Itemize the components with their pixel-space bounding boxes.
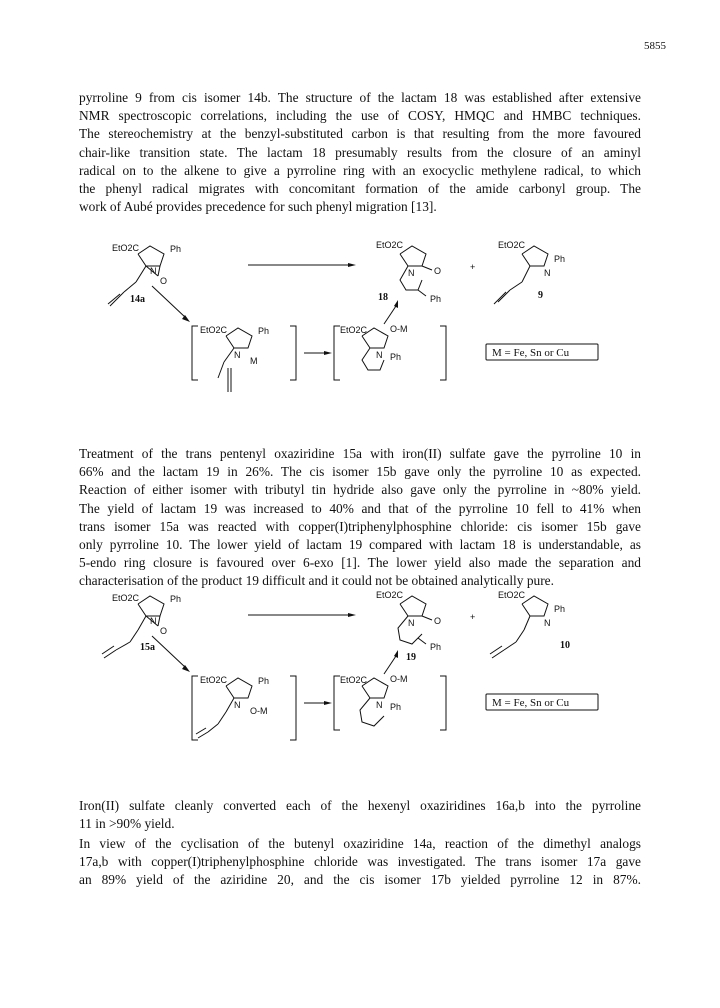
compound-label-start: 14a xyxy=(130,294,145,305)
compound-label-lactam: 19 xyxy=(406,652,416,663)
phenyl-label: Ph xyxy=(430,294,442,304)
ester-label: EtO2C xyxy=(200,675,228,685)
scheme-2-drawing xyxy=(100,582,620,752)
ester-label: EtO2C xyxy=(340,325,368,335)
phenyl-label: Ph xyxy=(258,676,270,686)
plus-sign: + xyxy=(470,262,476,272)
oxygen-label: O xyxy=(160,626,168,636)
text-line: NMR spectroscopic correlations, including the use of COSY, HMQC and HMBC techniques. xyxy=(79,108,641,124)
phenyl-label: Ph xyxy=(258,326,270,336)
scheme-1-drawing xyxy=(100,232,620,402)
text-line: Reaction of either isomer with tributyl tin hydride also gave only the pyrroline in ~80% yield. xyxy=(79,482,641,498)
compound-label-lactam: 18 xyxy=(378,292,388,303)
text-line: 11 in >90% yield. xyxy=(79,816,175,832)
phenyl-label: Ph xyxy=(554,604,566,614)
text-line: 5-endo ring closure is favoured over 6-exo [1]. The lower yield also made the separation and xyxy=(79,555,641,571)
ester-label: EtO2C xyxy=(340,675,368,685)
paragraph-4 xyxy=(79,835,641,890)
ester-label: EtO2C xyxy=(200,325,228,335)
phenyl-label: Ph xyxy=(390,352,402,362)
page-number: 5855 xyxy=(644,40,666,52)
nitrogen-label: N xyxy=(544,268,551,278)
nitrogen-label: N xyxy=(544,618,551,628)
ester-label: EtO2C xyxy=(498,240,526,250)
nitrogen-label: N xyxy=(408,268,415,278)
metal-label: M xyxy=(250,356,258,366)
nitrogen-label: N xyxy=(376,350,383,360)
nitrogen-label: N xyxy=(408,618,415,628)
text-line: chair-like transition state. The lactam 18 presumably results from the closure of an aminyl xyxy=(79,144,641,160)
oxy-metal-label: O-M xyxy=(250,706,268,716)
compound-label-pyrroline: 9 xyxy=(538,290,543,301)
text-line: trans isomer 15a was reacted with copper(I)triphenylphosphine chloride: cis isomer 15b gave xyxy=(79,518,641,534)
text-line: characterisation of the product 19 difficult and it could not be obtained analytically pure. xyxy=(79,573,554,589)
metal-box-label: M = Fe, Sn or Cu xyxy=(492,347,570,359)
paragraph-2 xyxy=(79,445,641,591)
ester-label: EtO2C xyxy=(376,590,404,600)
text-line: The stereochemistry at the benzyl-substituted carbon is that resulting from the more favoured xyxy=(79,126,641,142)
oxy-metal-label: O-M xyxy=(390,324,408,334)
oxygen-label: O xyxy=(160,276,168,286)
text-line: work of Aubé provides precedence for such phenyl migration [13]. xyxy=(79,199,437,215)
text-line: 17a,b with copper(I)triphenylphosphine chloride was investigated. The trans isomer 17a gave xyxy=(79,854,641,870)
compound-label-start: 15a xyxy=(140,642,155,653)
phenyl-label: Ph xyxy=(430,642,442,652)
phenyl-label: Ph xyxy=(390,702,402,712)
nitrogen-label: N xyxy=(234,700,241,710)
paragraph-3 xyxy=(79,797,641,833)
oxy-metal-label: O-M xyxy=(390,674,408,684)
text-line: radical on to the alkene to give a pyrroline ring with an exocyclic methylene radical, to which xyxy=(79,162,641,178)
phenyl-label: Ph xyxy=(170,244,182,254)
reaction-scheme-2 xyxy=(100,582,620,752)
ester-label: EtO2C xyxy=(112,243,140,253)
text-line: only pyrroline 10. The lower yield of lactam 19 compared with lactam 18 is understandable, as xyxy=(79,537,641,553)
text-line: In view of the cyclisation of the butenyl oxaziridine 14a, reaction of the dimethyl analogs xyxy=(79,836,641,851)
oxygen-label: O xyxy=(434,616,442,626)
text-line: Iron(II) sulfate cleanly converted each of the hexenyl oxaziridines 16a,b into the pyrroline xyxy=(79,798,641,813)
compound-label-pyrroline: 10 xyxy=(560,640,570,651)
paragraph-1 xyxy=(79,89,641,216)
reaction-scheme-1 xyxy=(100,232,620,402)
metal-box-label: M = Fe, Sn or Cu xyxy=(492,697,570,709)
text-line: pyrroline 9 from cis isomer 14b. The structure of the lactam 18 was established after extensive xyxy=(79,90,641,105)
ester-label: EtO2C xyxy=(112,593,140,603)
text-line: an 89% yield of the aziridine 20, and the cis isomer 17b yielded pyrroline 12 in 87%. xyxy=(79,872,641,888)
text-line: The yield of lactam 19 was increased to 40% and that of the pyrroline 10 fell to 41% when xyxy=(79,500,641,516)
plus-sign: + xyxy=(470,612,476,622)
text-line: 66% and the lactam 19 in 26%. The cis isomer 15b gave only the pyrroline 10 as expected. xyxy=(79,464,641,480)
text-line: Treatment of the trans pentenyl oxaziridine 15a with iron(II) sulfate gave the pyrroline 10 in xyxy=(79,446,641,461)
nitrogen-label: N xyxy=(376,700,383,710)
phenyl-label: Ph xyxy=(170,594,182,604)
ester-label: EtO2C xyxy=(498,590,526,600)
phenyl-label: Ph xyxy=(554,254,566,264)
text-line: the phenyl radical migrates with concomitant formation of the amide carbonyl group. The xyxy=(79,181,641,197)
ester-label: EtO2C xyxy=(376,240,404,250)
nitrogen-label: N xyxy=(150,616,157,626)
oxygen-label: O xyxy=(434,266,442,276)
nitrogen-label: N xyxy=(234,350,241,360)
nitrogen-label: N xyxy=(150,266,157,276)
